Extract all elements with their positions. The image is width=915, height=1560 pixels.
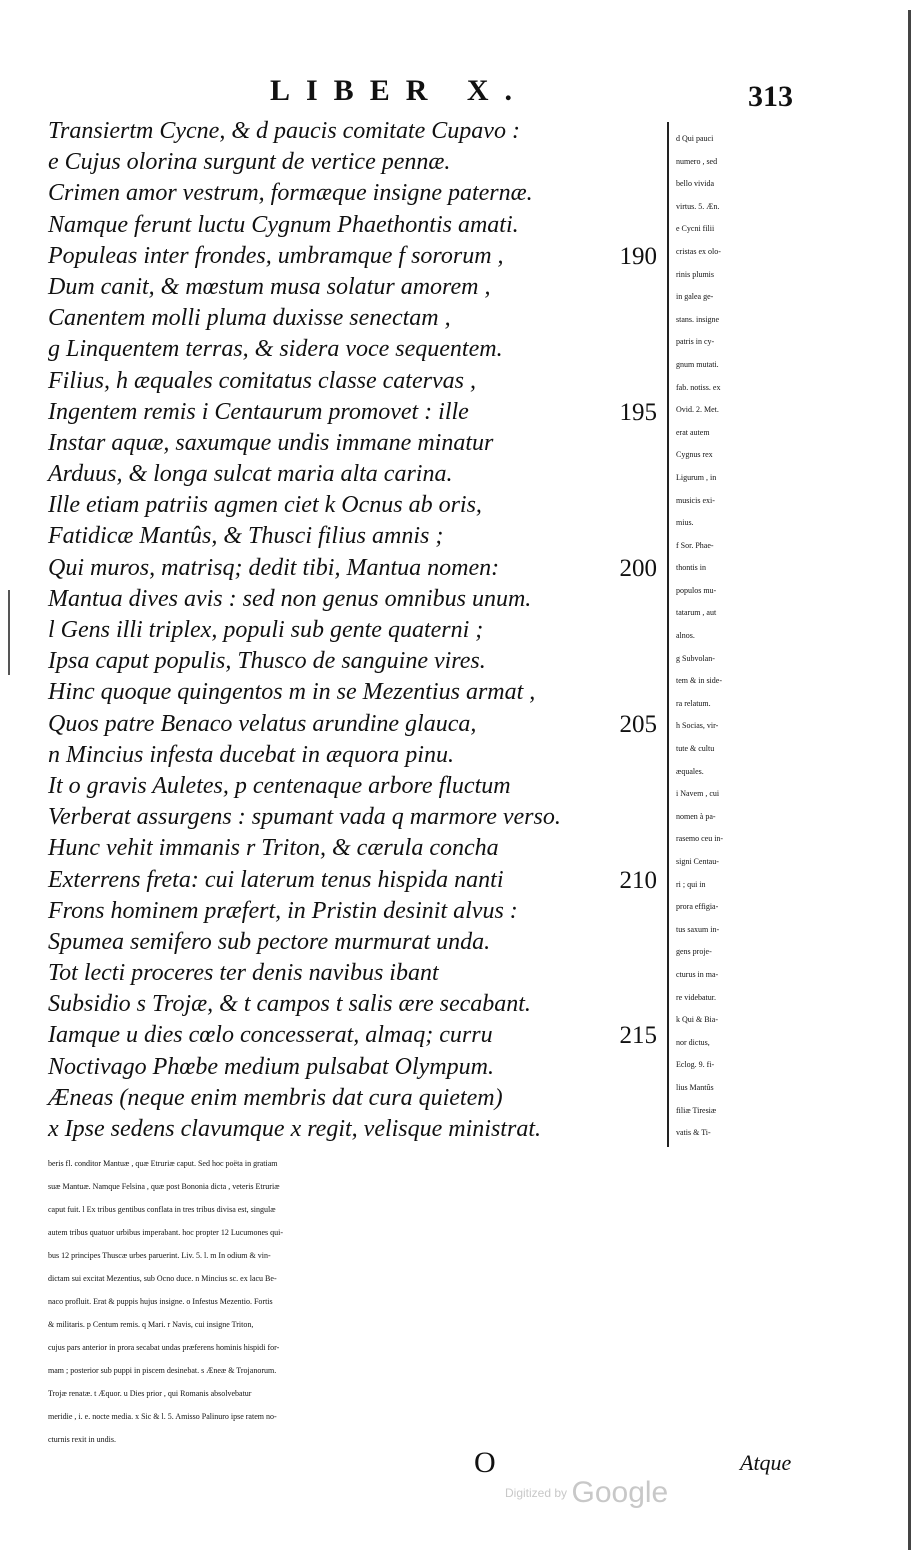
verse-line: [48, 1020, 663, 1051]
verse-line: [48, 272, 663, 303]
margin-note-line: ri ; qui in: [676, 879, 706, 889]
verse-text: Spumea semifero sub pectore murmurat unda.: [48, 928, 491, 955]
verse-text: Populeas inter frondes, umbramque f sororum ,: [48, 242, 504, 269]
verse-text: Fatidicæ Mantûs, & Thusci filius amnis ;: [48, 523, 444, 550]
footnote-line: cujus pars anterior in prora secabat undas præferens hominis hispidi for-: [48, 1343, 280, 1352]
verse-line: [48, 677, 663, 708]
margin-notes: [676, 128, 826, 1145]
margin-note-line: numero , sed: [676, 156, 718, 166]
verse-line: [48, 303, 663, 334]
verse-line: [48, 521, 663, 552]
margin-note-line: stans. insigne: [676, 314, 720, 324]
margin-note-line: prora effigia-: [676, 902, 719, 912]
running-head: LIBER X.: [270, 74, 529, 107]
verse-line: [48, 740, 663, 771]
verse-text: Tot lecti proceres ter denis navibus ibant: [48, 960, 439, 987]
verse-text: Hunc vehit immanis r Triton, & cærula concha: [48, 835, 499, 862]
verse-text: g Linquentem terras, & sidera voce sequentem.: [48, 336, 503, 363]
verse-text: Æneas (neque enim membris dat cura quietem): [48, 1084, 503, 1111]
footnote-line: & militaris. p Centum remis. q Mari. r Navis, cui insigne Triton,: [48, 1320, 254, 1329]
verse-text: Quos patre Benaco velatus arundine glauca,: [48, 710, 477, 737]
margin-note-line: vatis & Ti-: [676, 1128, 711, 1138]
verse-line: [48, 459, 663, 490]
verse-text: Qui muros, matrisq; dedit tibi, Mantua nomen:: [48, 554, 500, 581]
verse-line: [48, 958, 663, 989]
margin-note-line: patris in cy-: [676, 337, 715, 347]
footnote-line: beris fl. conditor Mantuæ , quæ Etruriæ caput. Sed hoc poëta in gratiam: [48, 1159, 278, 1168]
margin-note-line: tute & cultu: [676, 744, 715, 754]
verse-line: [48, 1052, 663, 1083]
page-number: 313: [748, 80, 793, 113]
verse-text: Dum canit, & mœstum musa solatur amorem ,: [48, 273, 491, 300]
margin-note-line: alnos.: [676, 631, 695, 641]
verse-line: [48, 927, 663, 958]
line-number: 210: [619, 866, 657, 894]
verse-line: [48, 147, 663, 178]
verse-line: [48, 584, 663, 615]
verse-line: [48, 334, 663, 365]
margin-note-line: erat autem: [676, 427, 710, 437]
verse-text: Frons hominem præfert, in Pristin desinit alvus :: [48, 897, 518, 924]
margin-note-line: cristas ex olo-: [676, 246, 721, 256]
margin-note-line: g Subvolan-: [676, 653, 715, 663]
verse-line: [48, 1083, 663, 1114]
verse-line: [48, 1114, 663, 1145]
line-number: 205: [619, 710, 657, 738]
verse-line: [48, 490, 663, 521]
verse-line: [48, 615, 663, 646]
margin-note-line: Ligurum , in: [676, 472, 717, 482]
verse-text: Ipsa caput populis, Thusco de sanguine vires.: [48, 648, 486, 675]
verse-line: [48, 210, 663, 241]
verse-text: It o gravis Auletes, p centenaque arbore fluctum: [48, 772, 511, 799]
digitized-watermark: [505, 1476, 668, 1510]
verse-line: [48, 178, 663, 209]
signature-mark: O: [474, 1446, 496, 1479]
verse-text: Canentem molli pluma duxisse senectam ,: [48, 305, 451, 332]
verse-line: [48, 802, 663, 833]
verse-text: Exterrens freta: cui laterum tenus hispida nanti: [48, 866, 504, 893]
line-number: 200: [619, 554, 657, 582]
verse-text: Noctivago Phœbe medium pulsabat Olympum.: [48, 1053, 494, 1080]
verse-line: [48, 116, 663, 147]
margin-note-line: fab. notiss. ex: [676, 382, 721, 392]
scan-edge-left: [8, 590, 10, 675]
margin-note-line: æquales.: [676, 766, 704, 776]
margin-note-line: Ovid. 2. Met.: [676, 405, 719, 415]
margin-note-line: signi Centau-: [676, 857, 719, 866]
verse-text: e Cujus olorina surgunt de vertice pennæ.: [48, 149, 451, 176]
margin-note-line: tus saxum in-: [676, 924, 720, 934]
verse-line: [48, 771, 663, 802]
margin-note-line: Cygnus rex: [676, 450, 713, 460]
verse-line: [48, 397, 663, 428]
verse-text: l Gens illi triplex, populi sub gente quaterni ;: [48, 617, 484, 643]
verse-line: [48, 833, 663, 864]
margin-note-line: virtus. 5. Æn.: [676, 201, 720, 211]
verse-text: Arduus, & longa sulcat maria alta carina.: [48, 461, 453, 488]
verse-line: [48, 989, 663, 1020]
verse-text: Mantua dives avis : sed non genus omnibus unum.: [48, 585, 532, 612]
margin-note-line: e Cycni filii: [676, 224, 715, 234]
margin-note-line: i Navem , cui: [676, 789, 720, 799]
footnote-line: naco profluit. Erat & puppis hujus insigne. o Infestus Mezentio. Fortis: [48, 1297, 273, 1306]
margin-note-line: f Sor. Phae-: [676, 540, 714, 550]
margin-note-line: Eclog. 9. fi-: [676, 1060, 715, 1070]
margin-note-line: tem & in side-: [676, 676, 722, 686]
verse-line: [48, 709, 663, 740]
verse-block: [48, 116, 663, 1145]
margin-note-line: k Qui & Bia-: [676, 1015, 718, 1025]
margin-note-line: thontis in: [676, 563, 707, 573]
verse-line: [48, 366, 663, 397]
margin-note-line: h Socias, vir-: [676, 721, 719, 731]
verse-line: [48, 553, 663, 584]
watermark-brand: Google: [571, 1476, 669, 1509]
footnote-line: meridie , i. e. nocte media. x Sic & l. 5. Amisso Palinuro ipse ratem no-: [48, 1412, 277, 1421]
verse-text: Hinc quoque quingentos m in se Mezentius armat ,: [48, 679, 536, 706]
footnote-line: caput fuit. l Ex tribus gentibus conflata in tres tribus divisa est, singulæ: [48, 1205, 276, 1214]
margin-note-line: nor dictus,: [676, 1037, 710, 1047]
line-number: 190: [619, 242, 657, 270]
verse-text: Filius, h æquales comitatus classe catervas ,: [48, 367, 476, 394]
margin-note-line: in galea ge-: [676, 292, 714, 302]
margin-note-line: rasemo ceu in-: [676, 834, 724, 844]
margin-note-line: tatarum , aut: [676, 608, 717, 618]
verse-text: Ingentem remis i Centaurum promovet : ille: [48, 398, 469, 425]
verse-text: Crimen amor vestrum, formæque insigne paternæ.: [48, 180, 533, 207]
verse-text: n Mincius infesta ducebat in æquora pinu.: [48, 741, 454, 768]
verse-text: Instar aquæ, saxumque undis immane minatur: [48, 429, 494, 456]
verse-line: [48, 428, 663, 459]
verse-text: x Ipse sedens clavumque x regit, velisque ministrat.: [48, 1116, 541, 1142]
margin-note-line: cturus in ma-: [676, 969, 719, 979]
margin-note-line: populos mu-: [676, 585, 717, 595]
margin-note-line: filiæ Tiresiæ: [676, 1105, 717, 1115]
footnote-line: suæ Mantuæ. Namque Felsina , quæ post Bononia dicta , veteris Etruriæ: [48, 1182, 280, 1191]
verse-line: [48, 865, 663, 896]
footnote-line: cturnis rexit in undis.: [48, 1435, 116, 1444]
margin-note-line: mius.: [676, 518, 694, 528]
margin-note-line: rinis plumis: [676, 269, 715, 279]
footnote-line: Trojæ renatæ. t Æquor. u Dies prior , qui Romanis absolvebatur: [48, 1389, 252, 1398]
verse-text: Namque ferunt luctu Cygnum Phaethontis amati.: [48, 211, 519, 238]
footnote-line: autem tribus quatuor urbibus imperabant. hoc propter 12 Lucumones qui-: [48, 1228, 284, 1237]
verse-line: [48, 241, 663, 272]
catchword: Atque: [740, 1450, 792, 1475]
watermark-prefix: Digitized by: [505, 1486, 568, 1500]
footnote-line: bus 12 principes Thuscæ urbes paruerint. Liv. 5. l. m In odium & vin-: [48, 1251, 271, 1260]
line-number: 195: [619, 398, 657, 426]
margin-note-line: lius Mantûs: [676, 1082, 714, 1092]
verse-text: Ille etiam patriis agmen ciet k Ocnus ab oris,: [48, 492, 482, 519]
footnote-line: mam ; posterior sub puppi in piscem desinebat. s Æneæ & Trojanorum.: [48, 1366, 277, 1375]
footnotes: [48, 1152, 830, 1451]
verse-text: Verberat assurgens : spumant vada q marmore verso.: [48, 804, 561, 831]
margin-note-line: gens proje-: [676, 947, 712, 957]
margin-note-line: gnum mutati.: [676, 359, 719, 369]
margin-note-line: d Qui pauci: [676, 134, 714, 143]
margin-note-line: nomen à pa-: [676, 811, 716, 821]
line-number: 215: [619, 1022, 657, 1050]
margin-note-line: re videbatur.: [676, 992, 716, 1002]
margin-note-line: ra relatum.: [676, 698, 711, 708]
verse-text: Iamque u dies cœlo concesserat, almaq; curru: [48, 1022, 493, 1049]
verse-text: Transiertm Cycne, & d paucis comitate Cupavo :: [48, 118, 520, 144]
margin-note-line: bello vivida: [676, 179, 714, 189]
footnote-line: dictam sui excitat Mezentius, sub Ocno duce. n Mincius sc. ex lacu Be-: [48, 1274, 277, 1283]
scan-edge-right: [908, 10, 911, 1550]
verse-text: Subsidio s Trojæ, & t campos t salis ære secabant.: [48, 991, 531, 1018]
margin-note-line: musicis exi-: [676, 495, 715, 505]
verse-line: [48, 896, 663, 927]
verse-line: [48, 646, 663, 677]
column-rule: [667, 122, 669, 1147]
